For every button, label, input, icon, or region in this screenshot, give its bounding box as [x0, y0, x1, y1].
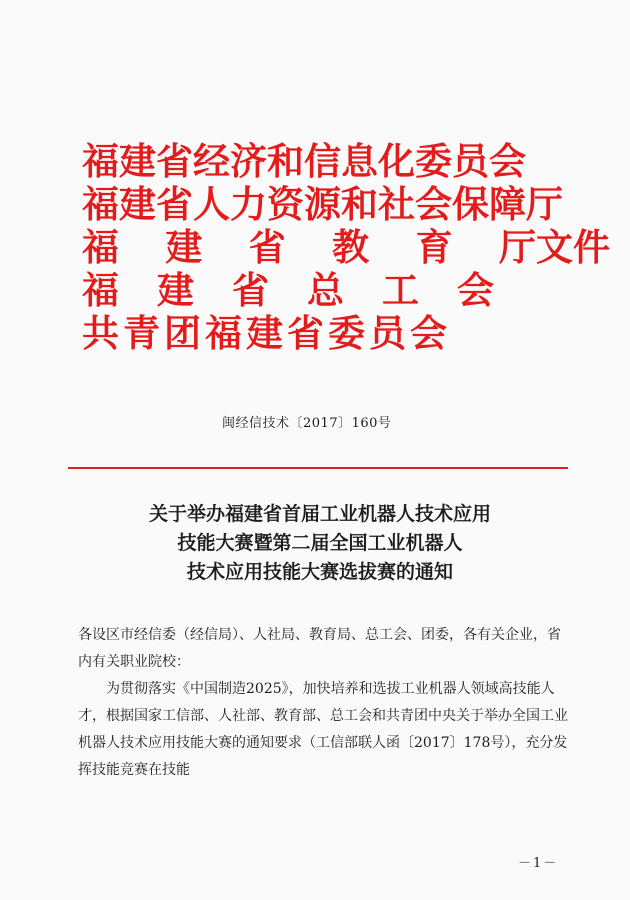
org-line-4-char: 工 [382, 268, 419, 312]
org-line-3-char: 福 [82, 225, 119, 269]
document-body [78, 622, 572, 784]
org-line-5: 共青团福建省委员会 [82, 311, 451, 355]
org-line-3-char: 厅文件 [498, 225, 610, 269]
recipients-paragraph: 各设区市经信委（经信局）、人社局、教育局、总工会、团委，各有关企业，省内有关职业院校： [78, 627, 561, 670]
bleed-through-text [60, 110, 580, 139]
org-line-3-char: 省 [248, 225, 286, 269]
org-line-4-char: 会 [457, 268, 494, 312]
body-paragraph-1: 为贯彻落实《中国制造2025》，加快培养和选拔工业机器人领域高技能人才，根据国家工信部、人社部、教育部、总工会和共青团中央关于举办全国工业机器人技术应用技能大赛的通知要求（工信部联人函〔2017〕178号），充分发挥技能竞赛在技能 [78, 681, 568, 778]
title-line-1: 关于举办福建省首届工业机器人技术应用 [148, 503, 491, 525]
org-line-3-char: 教 [332, 225, 370, 269]
document-number: 闽经信技术〔2017〕160号 [222, 416, 392, 431]
title-line-2: 技能大赛暨第二届全国工业机器人 [177, 532, 463, 554]
org-line-4 [82, 269, 494, 312]
org-line-4-char: 省 [232, 268, 269, 312]
title-line-3: 技术应用技能大赛选拔赛的通知 [186, 561, 453, 583]
org-line-2: 福建省人力资源和社会保障厅 [82, 182, 563, 226]
org-line-3-char: 建 [165, 225, 203, 269]
org-line-3 [82, 226, 610, 269]
issuing-organizations [82, 140, 622, 355]
org-line-4-char: 福 [82, 268, 119, 312]
org-line-3-char: 育 [415, 225, 453, 269]
document-title [70, 500, 570, 587]
page-number: －1－ [518, 856, 559, 871]
org-line-1: 福建省经济和信息化委员会 [82, 139, 526, 183]
org-line-4-char: 建 [157, 268, 194, 312]
org-line-4-char: 总 [307, 268, 344, 312]
red-divider-line [68, 467, 568, 469]
